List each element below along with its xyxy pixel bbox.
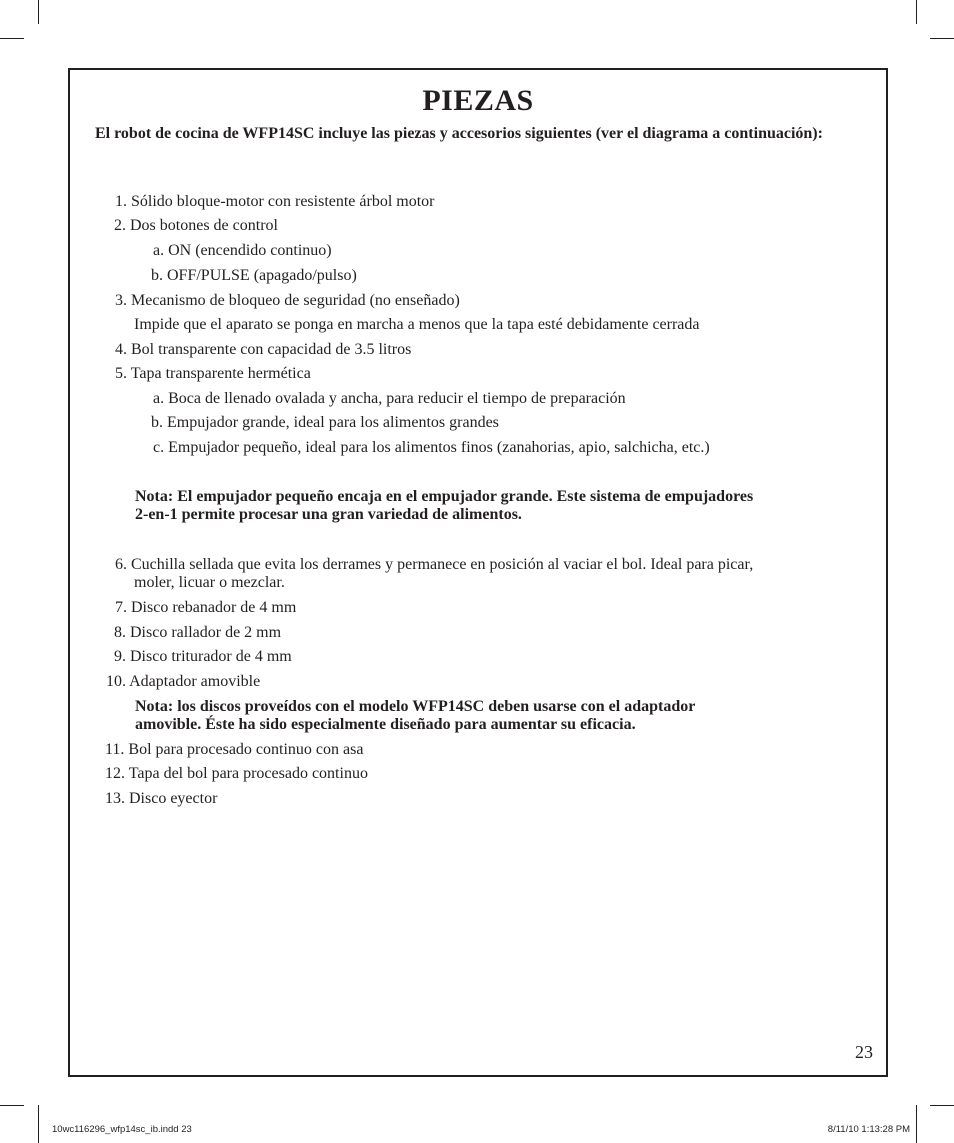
list-item-10: 10. Adaptador amovible bbox=[106, 673, 261, 690]
list-subitem-2b: b. OFF/PULSE (apagado/pulso) bbox=[151, 267, 357, 284]
slug-timestamp: 8/11/10 1:13:28 PM bbox=[827, 1124, 910, 1135]
list-item-2: 2. Dos botones de control bbox=[114, 217, 278, 234]
list-item-4: 4. Bol transparente con capacidad de 3.5 litros bbox=[115, 341, 412, 358]
page-title: PIEZAS bbox=[422, 84, 534, 117]
list-item-8: 8. Disco rallador de 2 mm bbox=[114, 624, 282, 641]
list-subitem-5a: a. Boca de llenado ovalada y ancha, para reducir el tiempo de preparación bbox=[153, 390, 626, 407]
crop-mark bbox=[916, 1105, 917, 1143]
list-item-9: 9. Disco triturador de 4 mm bbox=[114, 648, 292, 665]
list-item-6: 6. Cuchilla sellada que evita los derrames y permanece en posición al vaciar el bol. Ideal para picar, bbox=[115, 556, 754, 573]
crop-mark bbox=[916, 0, 917, 24]
list-subitem-5c: c. Empujador pequeño, ideal para los alimentos finos (zanahorias, apio, salchicha, etc.) bbox=[153, 439, 710, 456]
slug-filename: 10wc116296_wfp14sc_ib.indd 23 bbox=[52, 1124, 192, 1135]
page-frame bbox=[68, 68, 888, 1077]
list-item-11: 11. Bol para procesado continuo con asa bbox=[105, 741, 364, 758]
crop-mark bbox=[38, 0, 39, 24]
list-item-7: 7. Disco rebanador de 4 mm bbox=[115, 599, 297, 616]
intro-text: El robot de cocina de WFP14SC incluye las piezas y accesorios siguientes (ver el diagrama a continuación): bbox=[95, 125, 823, 142]
crop-mark bbox=[0, 1105, 24, 1106]
note-pushers-line-2: 2-en-1 permite procesar una gran variedad de alimentos. bbox=[135, 506, 522, 523]
crop-mark bbox=[38, 1105, 39, 1143]
note-pushers-line-1: Nota: El empujador pequeño encaja en el empujador grande. Este sistema de empujadores bbox=[135, 488, 754, 505]
list-subitem-5b: b. Empujador grande, ideal para los alimentos grandes bbox=[151, 414, 499, 431]
list-item-3: 3. Mecanismo de bloqueo de seguridad (no enseñado) bbox=[115, 292, 460, 309]
list-item-3-description: Impide que el aparato se ponga en marcha a menos que la tapa esté debidamente cerrada bbox=[134, 316, 700, 333]
list-item-13: 13. Disco eyector bbox=[105, 790, 218, 807]
note-discs-line-1: Nota: los discos proveídos con el modelo WFP14SC deben usarse con el adaptador bbox=[135, 698, 696, 715]
list-item-1: 1. Sólido bloque-motor con resistente árbol motor bbox=[115, 193, 435, 210]
crop-mark bbox=[930, 1105, 954, 1106]
list-item-5: 5. Tapa transparente hermética bbox=[115, 365, 311, 382]
list-item-12: 12. Tapa del bol para procesado continuo bbox=[105, 765, 368, 782]
crop-mark bbox=[930, 38, 954, 39]
page-number: 23 bbox=[855, 1042, 873, 1062]
note-discs-line-2: amovible. Éste ha sido especialmente diseñado para aumentar su eficacia. bbox=[135, 716, 636, 733]
note-discs bbox=[135, 698, 875, 734]
crop-mark bbox=[0, 38, 24, 39]
list-item-6-continued: moler, licuar o mezclar. bbox=[134, 574, 285, 591]
note-pushers bbox=[135, 488, 875, 524]
list-subitem-2a: a. ON (encendido continuo) bbox=[153, 242, 332, 259]
